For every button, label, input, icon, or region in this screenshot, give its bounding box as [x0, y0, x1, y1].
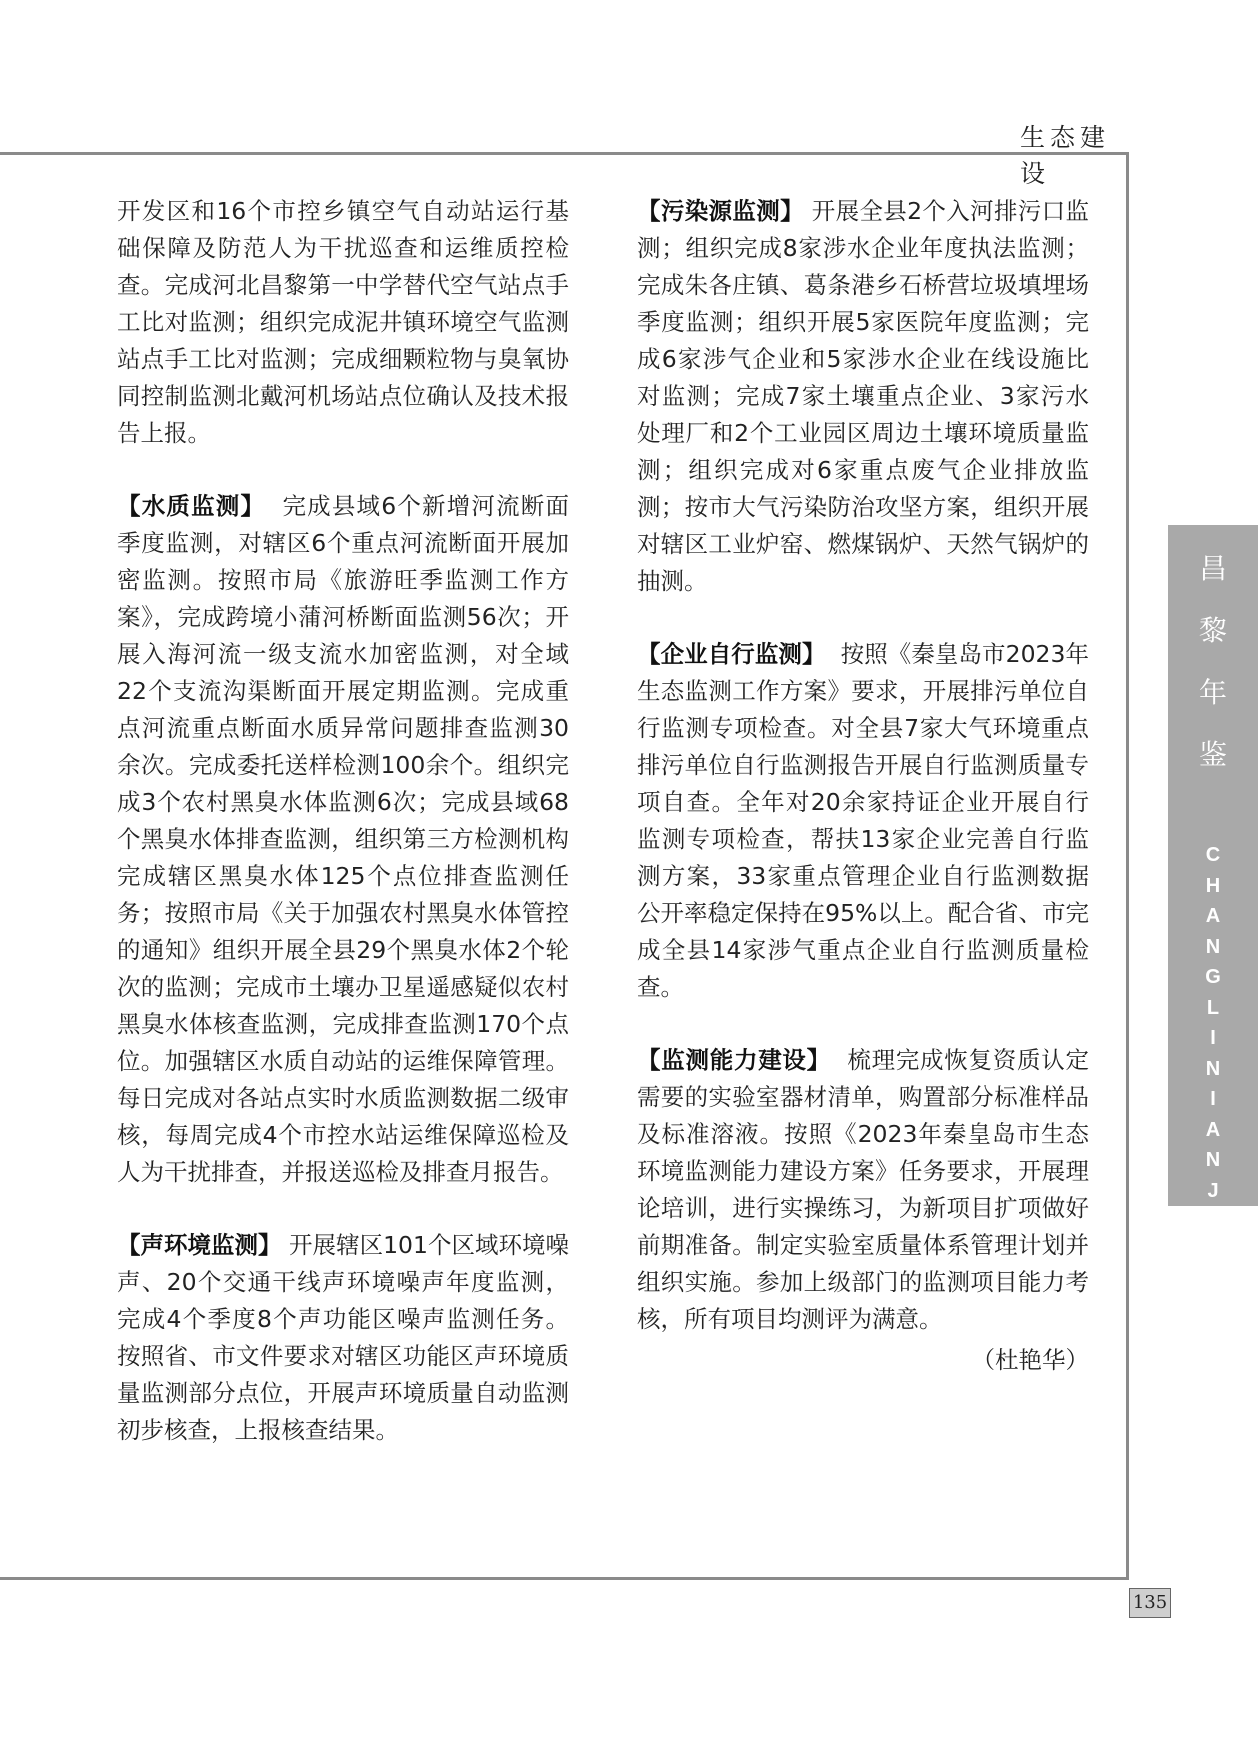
- water-quality-paragraph: [117, 488, 569, 1191]
- frame-right-rule: [1126, 152, 1129, 1580]
- side-tab-pinyin: [1168, 840, 1258, 1298]
- section-title: 生态建设: [1020, 123, 1111, 188]
- intro-paragraph: 开发区和16个市控乡镇空气自动站运行基础保障及防范人为干扰巡查和运维质控检查。完成河北昌黎第一中学替代空气站点手工比对监测；组织完成泥井镇环境空气监测站点手工比对监测；完成细颗粒物与臭氧协同控制监测北戴河机场站点位确认及技术报告上报。: [117, 197, 569, 447]
- noise-body: 开展辖区101个区域环境噪声、20个交通干线声环境噪声年度监测，完成4个季度8个声功能区噪声监测任务。按照省、市文件要求对辖区功能区声环境质量监测部分点位，开展声环境质量自动监测初步核查，上报核查结果。: [117, 1231, 569, 1444]
- pollution-source-paragraph: [637, 193, 1089, 600]
- side-tab-char: 年: [1198, 676, 1227, 709]
- side-tab-letter: N: [1205, 1149, 1221, 1171]
- frame-bottom-rule: [0, 1577, 1129, 1580]
- side-tab-letter: N: [1205, 1271, 1221, 1293]
- water-quality-body: 完成县域6个新增河流断面季度监测，对辖区6个重点河流断面开展加密监测。按照市局《旅游旺季监测工作方案》，完成跨境小蒲河桥断面监测56次；开展入海河流一级支流水加密监测，对全域22个支流沟渠断面开展定期监测。完成重点河流重点断面水质异常问题排查监测30余次。完成委托送样检测100余个。组织完成3个农村黑臭水体监测6次；完成县域68个黑臭水体排查监测，组织第三方检测机构完成辖区黑臭水体125个点位排查监测任务；按照市局《关于加强农村黑臭水体管控的通知》组织开展全县29个黑臭水体2个轮次的监测；完成市土壤办卫星遥感疑似农村黑臭水体核查监测，完成排查监测170个点位。加强辖区水质自动站的运维保障管理。每日完成对各站点实时水质监测数据二级审核，每周完成4个市控水站运维保障巡检及人为干扰排查，并报送巡检及排查月报告。: [117, 492, 570, 1186]
- water-quality-heading: 【水质监测】: [117, 492, 266, 520]
- self-monitoring-paragraph: [637, 636, 1089, 1006]
- noise-paragraph: [117, 1227, 569, 1449]
- capacity-building-paragraph: [637, 1042, 1089, 1338]
- side-tab-char: 黎: [1198, 614, 1227, 647]
- left-column: [117, 193, 569, 1485]
- side-tab-char: 昌: [1198, 552, 1227, 585]
- right-column: [637, 193, 1089, 1379]
- side-tab-char: 鉴: [1198, 738, 1227, 771]
- self-monitoring-heading: 【企业自行监测】: [637, 640, 826, 668]
- side-tab-letter: I: [1210, 1027, 1216, 1049]
- side-tab-letter: I: [1210, 1210, 1216, 1232]
- pollution-source-heading: 【污染源监测】: [637, 197, 804, 225]
- side-tab-letter: L: [1206, 996, 1220, 1019]
- side-tab-letter: J: [1207, 1179, 1219, 1202]
- side-tab-letter: G: [1205, 966, 1221, 988]
- side-tab-letter: A: [1205, 1240, 1221, 1263]
- self-monitoring-body: 按照《秦皇岛市2023年生态监测工作方案》要求，开展排污单位自行监测专项检查。对全县7家大气环境重点排污单位自行监测报告开展自行监测质量专项自查。全年对20余家持证企业开展自行监测专项检查，帮扶13家企业完善自行监测方案，33家重点管理企业自行监测数据公开率稳定保持在95%以上。配合省、市完成全县14家涉气重点企业自行监测质量检查。: [637, 640, 1089, 1001]
- author-credit: （杜艳华）: [971, 1346, 1089, 1374]
- side-tab-letter: N: [1205, 935, 1221, 958]
- side-tab-letter: A: [1205, 1118, 1221, 1141]
- side-tab-letter: N: [1205, 1057, 1221, 1080]
- page-number: 135: [1129, 1588, 1171, 1618]
- side-tab-letter: I: [1210, 1088, 1216, 1110]
- frame-top-rule: [0, 152, 1128, 155]
- side-tab-letter: C: [1205, 844, 1221, 866]
- side-tab-letter: H: [1205, 874, 1221, 897]
- side-tab: [1168, 525, 1258, 1293]
- noise-heading: 【声环境监测】: [117, 1231, 282, 1259]
- side-tab-letter: A: [1205, 905, 1221, 927]
- capacity-building-heading: 【监测能力建设】: [637, 1046, 831, 1074]
- capacity-building-body: 梳理完成恢复资质认定需要的实验室器材清单，购置部分标准样品及标准溶液。按照《2023年秦皇岛市生态环境监测能力建设方案》任务要求，开展理论培训，进行实操练习，为新项目扩项做好前期准备。制定实验室质量体系管理计划并组织实施。参加上级部门的监测项目能力考核，所有项目均测评为满意。: [637, 1046, 1089, 1333]
- pollution-source-body: 开展全县2个入河排污口监测；组织完成8家涉水企业年度执法监测；完成朱各庄镇、葛条港乡石桥营垃圾填埋场季度监测；组织开展5家医院年度监测；完成6家涉气企业和5家涉水企业在线设施比对监测；完成7家土壤重点企业、3家污水处理厂和2个工业园区周边土壤环境质量监测；组织完成对6家重点废气企业排放监测；按市大气污染防治攻坚方案，组织开展对辖区工业炉窑、燃煤锅炉、天然气锅炉的抽测。: [637, 197, 1090, 595]
